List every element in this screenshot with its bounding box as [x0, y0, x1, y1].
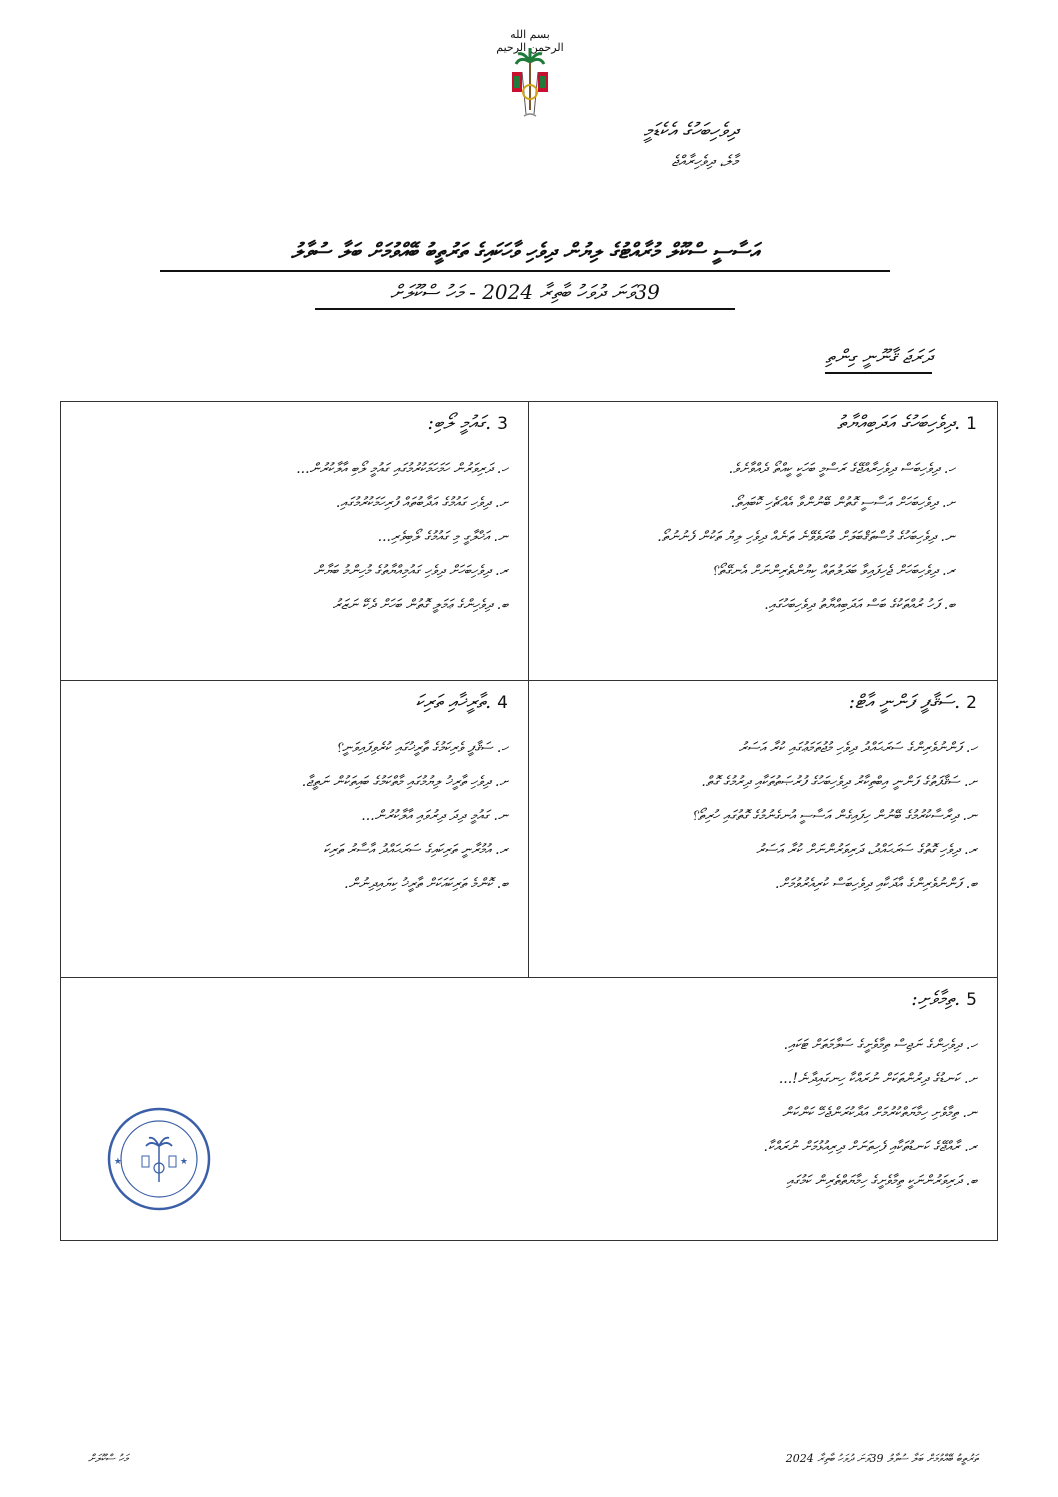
section-title: 1.ދިވެހިބަހުގެ އަދަބިއްޔާތު [836, 412, 977, 434]
section-5 [61, 978, 997, 1240]
list-item: ރ. ދިވެހި ގޮތުގެ ސަރަޙައްދު، ދަރިވަރުންނަށް ކުރާ އަސަރު [756, 842, 977, 858]
list-item: ރ. ރާއްޖޭގެ ކަނޑުތަކާއި ފެހިތަނަށް ދިރިއުޅުމަށް ނުރައްކާ. [763, 1139, 977, 1155]
school-name: ދިވެހިބަހުގެ އެކެޑަމީ [643, 118, 738, 142]
list-item: ށ. ދިވެހިބަހަށް އަސާސީ ގޮތުން ބޭނުންވާ އެއްޗެހި ކޮބައިތޯ. [730, 495, 955, 511]
section-4 [61, 681, 528, 978]
svg-text:★: ★ [113, 1157, 122, 1167]
list-item: ށ. ކަނޑުގެ ދިރުންތަކަށް ނުރައްކާ ހިނގައިދާނެ!... [778, 1071, 977, 1087]
list-item: ހ. ދިވެހިންގެ ނަޖިސް ތިމާވެށީގެ ސަލާމަތަށް ޓަކައި. [783, 1037, 977, 1053]
list-item: ބ. ފަހު ރުއްތަކުގެ ބަސް އަދަބިއްޔާތު ދިވެހިބަހުގައި. [764, 597, 955, 613]
list-item: ށ. ދިވެހި ތާރީޚު ލިޔުމުގައި މާތްކަމުގެ ބައިތަކުން ނަތީޖާ. [301, 774, 508, 790]
list-item: ށ. ދިވެހި ގައުމުގެ އަދާބުތައް ފުރިހަމަކުރުމުގައި. [335, 495, 508, 511]
section-title: 4.ތާރީޚާއި ތަރިކަ [415, 691, 508, 713]
list-item: ބ. ދިވެހިންގެ ޢަމަލީ ގޮތުން ބަހަށް ދެކޭ ނަޒަރު [332, 597, 508, 613]
list-item: ނ. ދިރާސާކުރުމުގެ ބޭނުން ހިފައިގެން އަސާސީ އުނގެނުމުގެ ގޮތުގައި ހުރިތޯ؟ [691, 808, 977, 824]
topics-grid [60, 401, 998, 1241]
list-item: ނ. ގައުމީ ދިދަ ދިރުވައި އާލާކުރުން... [361, 808, 508, 824]
list-item: ރ. ދިވެހިބަހަށް ދިވެހި ގައުމިއްޔާތުގެ މުހިންމު ބަޔާން [313, 563, 508, 579]
list-item: ނ. އަޚްލާގީ މި ގައުމުގެ ލޯބިވެރި... [377, 529, 508, 545]
footer-right: ތަރުތީބު ބޭއްވުމަށް ބަލާ ސުވާލު 39ވަނަ ދުވަހު ބާތިރާ 2024 [785, 1452, 978, 1465]
official-seal-icon [106, 1106, 212, 1212]
title-line-1: އަސާސީ ސްކޫލް މުރާއްޓުގެ ލިޔުން ދިވެހި ވާހަކައިގެ ތަރުތީބު ބޭއްވުމަށް ބަލާ ސުވާލު [160, 238, 890, 272]
school-location: މާލެ، ދިވެހިރާއްޖެ [671, 152, 738, 170]
document-title [160, 238, 890, 310]
svg-text:★: ★ [179, 1157, 188, 1167]
section-items [81, 1028, 977, 1198]
section-items [81, 452, 508, 622]
list-item: ހ. ސަޤާފީ ވެރިކަމުގެ ތާރީޚުގައި ކުރެވިފައިވަނީ؟ [335, 740, 508, 756]
list-item: ހ. ދިވެހިބަސް ދިވެހިރާއްޖޭގެ ރަސްމީ ބަހަކީ ކީއްތޯ ދެއްވާށެވެ. [728, 461, 955, 477]
list-item: ބ. ދަރިވަރުންނަކީ ތިމާވެށީގެ ހިމާޔަތްތެރިން ކަމުގައި [786, 1173, 977, 1189]
section-2 [528, 681, 997, 978]
state-emblem-icon [500, 20, 560, 130]
school-block [643, 118, 738, 170]
grade-heading: ދަރަޖަ ޤާނޫނީ ގިންތި [825, 346, 932, 374]
section-title: 2.ސަޤާފީ ފަންނީ އާޓް: [848, 691, 977, 713]
section-title: 5.ތިމާވެށި: [911, 988, 977, 1010]
section-1 [528, 402, 997, 681]
list-item: ރ. އުމުރާނީ ތަރިކައިގެ ސަރަޙައްދު އާސާރު ތަރިކަ [323, 842, 508, 858]
list-item: ނ. ދިވެހިބަހުގެ މުސްތަޤްބަލަށް ބުރަވެވޭނެ ތަނެއް ދިވެހި ލިޔު ތަކުން ފެނުނުތޯ. [657, 529, 955, 545]
section-3 [61, 402, 528, 681]
list-item: ބ. ކޮންމެ ތަރިކައަކަށް ތާރީޚު ކިޔައިދިނުން. [344, 876, 508, 892]
list-item: ރ. ދިވެހިބަހަށް ޖެހިފައިވާ ބަދަލުތައް ކިޔުންތެރިންނަށް އެނގޭތޯ؟ [711, 563, 955, 579]
list-item: ހ. ދަރިވަރުން ހަމަހަމަކުރުމުގައި ގައުމީ ލޯބި އާލާކުރުން... [296, 461, 508, 477]
bismillah: بسم الله الرحمن الرحيم [496, 28, 564, 54]
section-items [81, 731, 508, 901]
footer-left: މަހު ސްކޫލަށް [88, 1452, 128, 1465]
section-items [549, 731, 977, 901]
section-title: 3.ގައުމީ ލޯބި: [427, 412, 508, 434]
list-item: ބ. ފަންނުވެރިންގެ އާދަކާއި ދިވެހިބަސް ކުރިއެރުވުމަށް. [774, 876, 977, 892]
list-item: ހ. ފަންނުވެރިންގެ ސަރަޙައްދު ދިވެހި މުޖުތަމަޢުގައި ކުރާ އަސަރު [738, 740, 977, 756]
title-line-2: 39ވަނަ ދުވަހު ބާތިރާ 2024 - މަހު ސްކޫލަށް [315, 280, 735, 310]
section-items [549, 452, 977, 622]
list-item: ނ. ތިމާވެށި ހިމާޔަތްކުރުމަށް އަދާކުރަންޖެހޭ ކަންކަން [782, 1105, 977, 1121]
list-item: ށ. ސަޤާފަތުގެ ފަންނީ އިބްތިކާރު ދިވެހިބަހުގެ ފުރުޞަތުތަކާއި ދިރުމުގެ ގޮތް. [701, 774, 977, 790]
